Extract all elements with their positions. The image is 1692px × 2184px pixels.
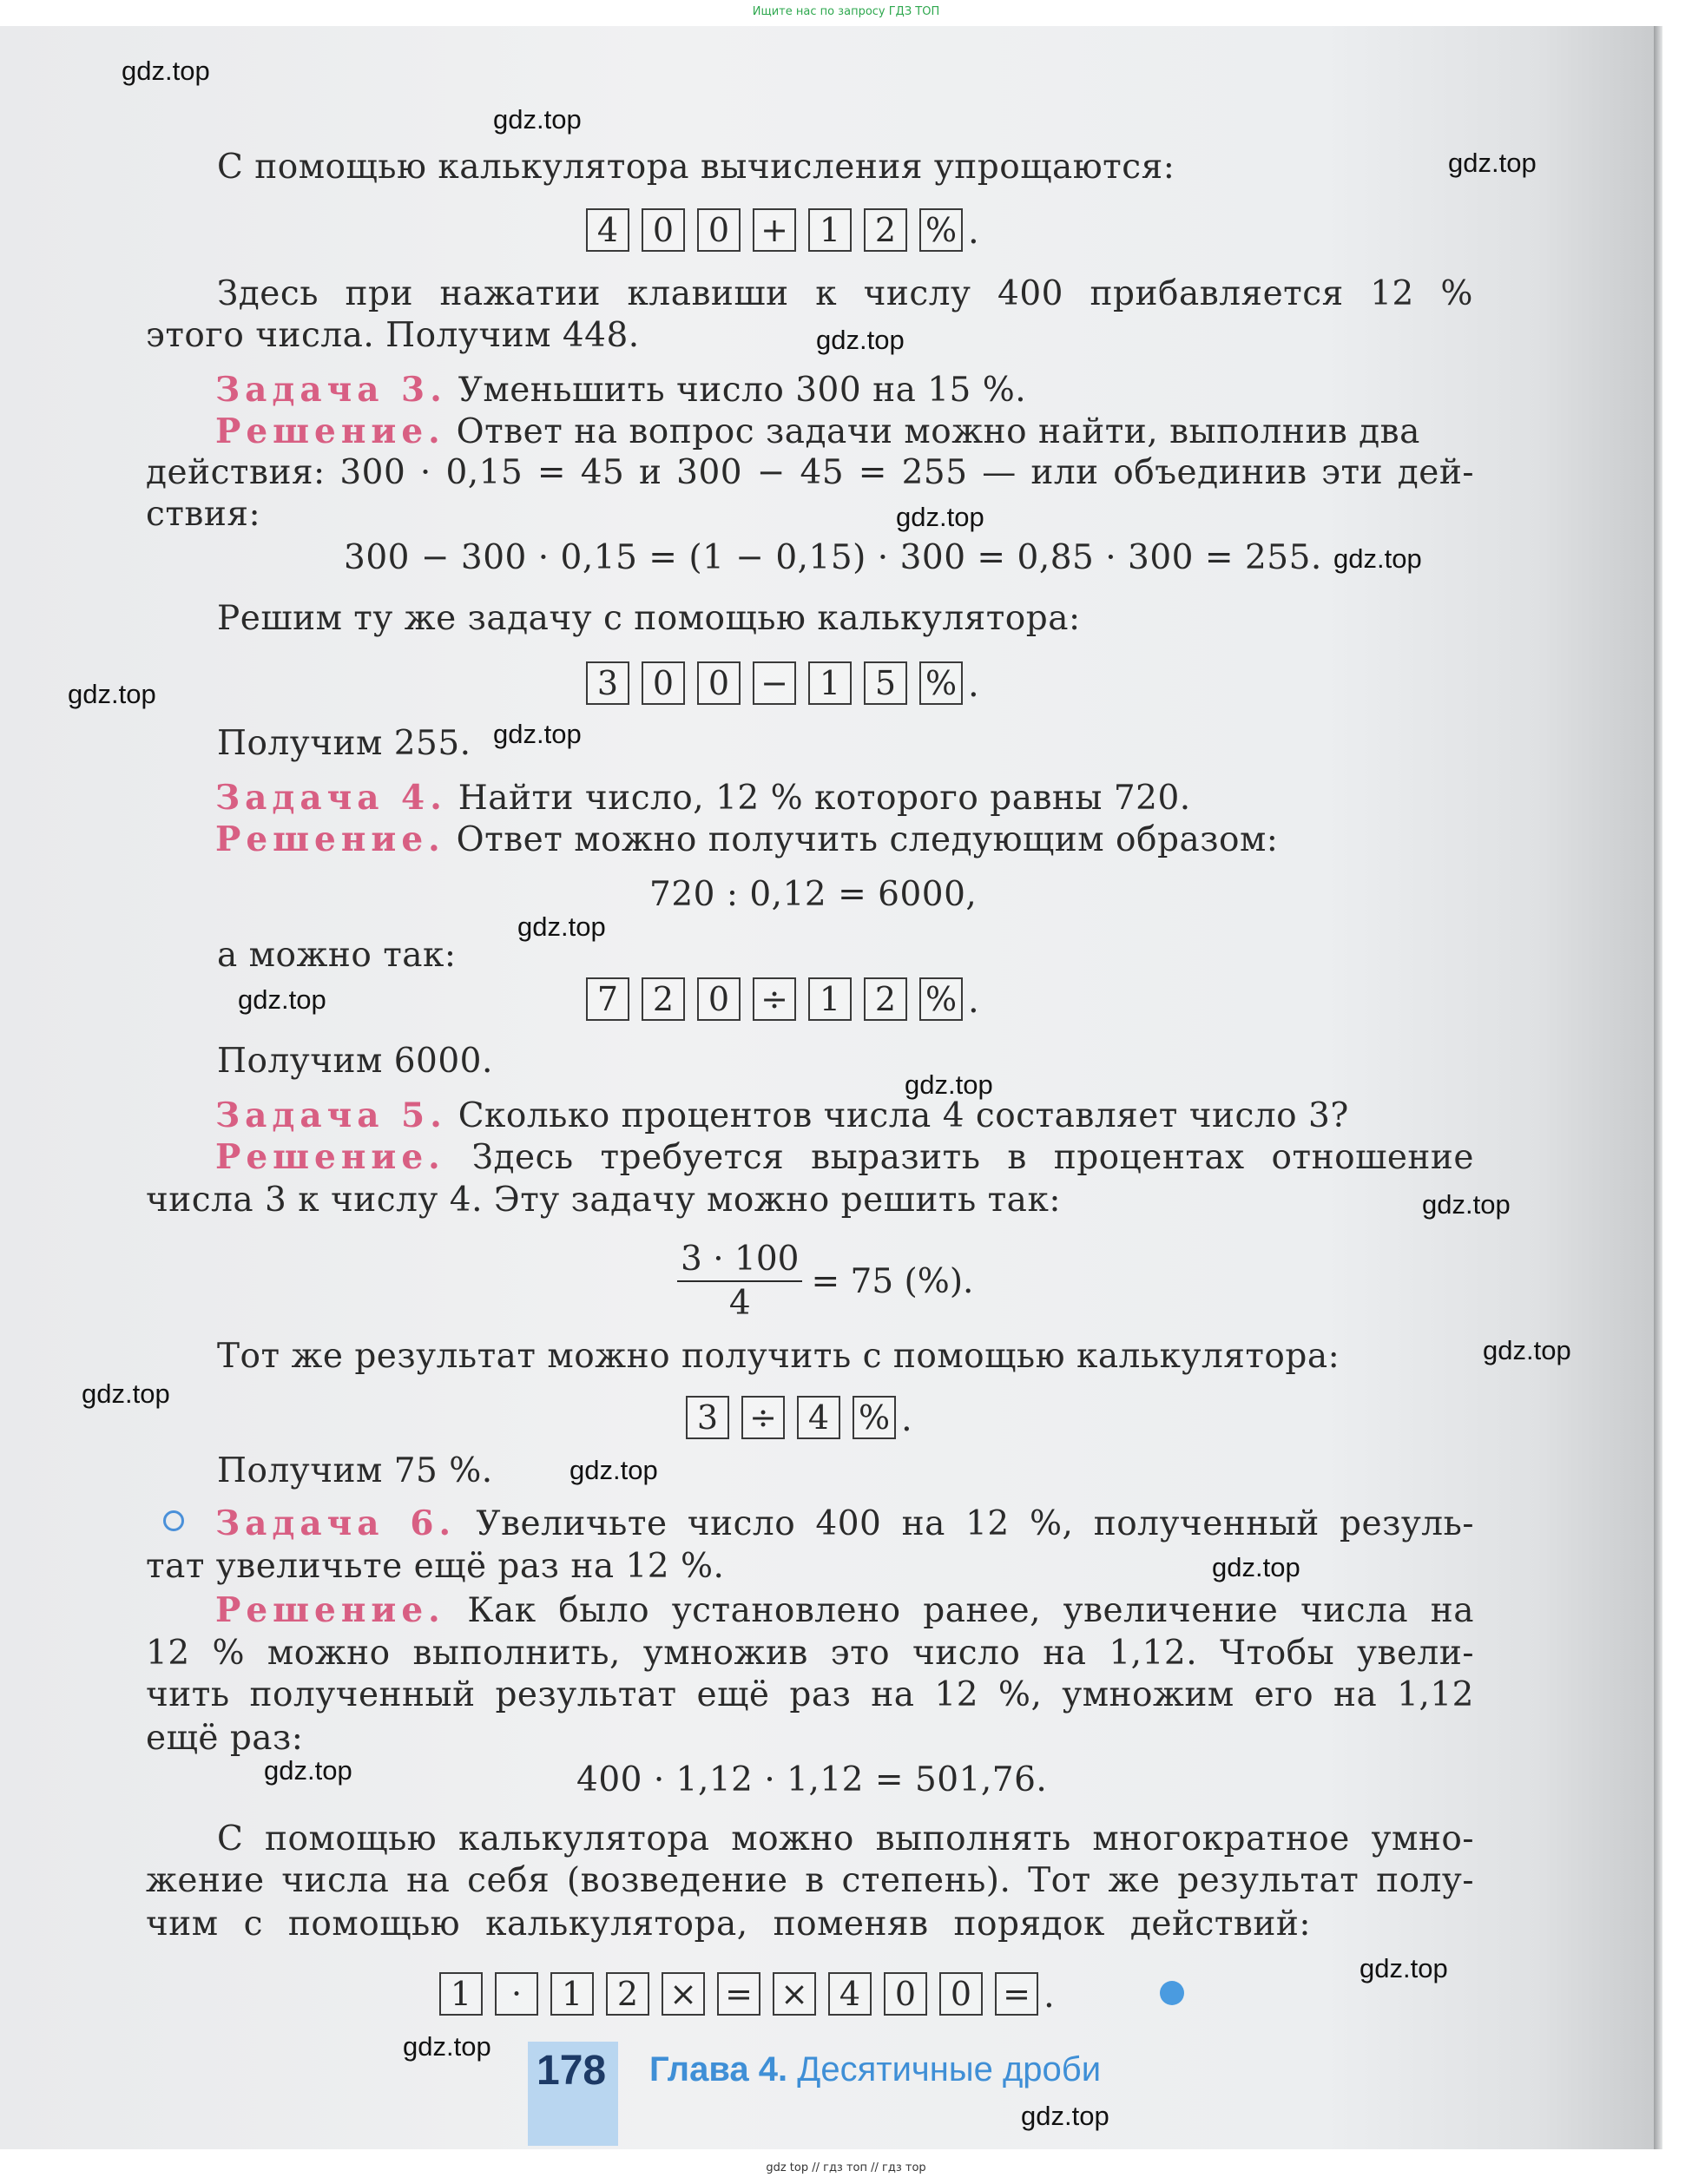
text-line: ствия:	[146, 495, 261, 534]
watermark: gdz.top	[82, 1378, 170, 1409]
calculator-key: ×	[773, 1972, 816, 2016]
page-number: 178	[537, 2048, 607, 2094]
end-marker-icon	[1160, 1981, 1184, 2005]
task-label: Задача 6.	[215, 1503, 457, 1543]
calculator-key: 0	[642, 208, 685, 252]
calculator-key: 0	[697, 208, 741, 252]
text-line: чим с помощью калькулятора, поменяв порядок действий:	[146, 1904, 1311, 1944]
fraction-formula	[677, 1240, 973, 1323]
watermark: gdz.top	[569, 1455, 658, 1485]
calculator-keys-row2	[586, 661, 979, 705]
task-5-heading	[215, 1095, 1349, 1135]
calculator-key: 5	[864, 661, 907, 705]
calculator-key: 2	[606, 1972, 649, 2016]
text-line: тат увеличьте ещё раз на 12 %.	[146, 1547, 725, 1586]
text-line: числа 3 к числу 4. Эту задачу можно решить так:	[146, 1181, 1061, 1220]
text-line: С помощью калькулятора можно выполнять многократное умно-	[217, 1819, 1474, 1858]
calculator-key: ·	[495, 1972, 538, 2016]
text-line: Тот же результат можно получить с помощью калькулятора:	[217, 1337, 1340, 1376]
text-line: этого числа. Получим 448.	[146, 316, 640, 355]
text-line: Здесь при нажатии клавиши к числу 400 прибавляется 12 %	[217, 274, 1473, 313]
calculator-key: =	[995, 1972, 1038, 2016]
formula: 720 : 0,12 = 6000,	[649, 875, 978, 914]
text-line: Решим ту же задачу с помощью калькулятора:	[217, 599, 1081, 638]
text-line: Получим 255.	[217, 724, 471, 763]
fraction-denominator: 4	[728, 1284, 751, 1323]
calculator-key: ÷	[741, 1396, 785, 1439]
calculator-key: 2	[864, 208, 907, 252]
calculator-key: 0	[884, 1972, 927, 2016]
calculator-key: 4	[586, 208, 629, 252]
chapter-title	[649, 2050, 1101, 2089]
calculator-key: 7	[586, 977, 629, 1021]
solution-line	[215, 819, 1278, 859]
calculator-key: 1	[550, 1972, 594, 2016]
watermark: gdz.top	[1333, 543, 1422, 574]
task-6-heading	[215, 1503, 1474, 1543]
text-line: жение числа на себя (возведение в степень). Тот же результат полу-	[146, 1861, 1474, 1900]
watermark: gdz.top	[905, 1069, 993, 1100]
calculator-key: 0	[697, 661, 741, 705]
task-text: Увеличьте число 400 на 12 %, полученный резуль-	[476, 1504, 1474, 1543]
calculator-key: 0	[697, 977, 741, 1021]
text-line: С помощью калькулятора вычисления упрощаются:	[217, 148, 1175, 187]
calculator-keys-row5	[439, 1972, 1055, 2016]
calculator-key: 3	[686, 1396, 729, 1439]
task-text: Сколько процентов числа 4 составляет число 3?	[458, 1096, 1349, 1135]
text-line: Получим 6000.	[217, 1042, 493, 1081]
calculator-key: =	[717, 1972, 760, 2016]
task-label: Задача 3.	[215, 370, 447, 410]
calculator-key: ÷	[753, 977, 796, 1021]
period: .	[968, 212, 979, 252]
calculator-key: 1	[808, 661, 852, 705]
solution-text: Как было установлено ранее, увеличение числа на	[467, 1591, 1474, 1630]
period: .	[968, 981, 979, 1021]
task-label: Задача 4.	[215, 778, 447, 818]
formula: 300 − 300 · 0,15 = (1 − 0,15) · 300 = 0,85 · 300 = 255.	[344, 538, 1322, 577]
calculator-key: −	[753, 661, 796, 705]
watermark: gdz.top	[1483, 1335, 1571, 1365]
task-text: Уменьшить число 300 на 15 %.	[458, 371, 1027, 410]
period: .	[901, 1399, 912, 1439]
watermark: gdz.top	[1448, 148, 1537, 178]
calculator-keys-row3	[586, 977, 979, 1021]
watermark: gdz.top	[122, 56, 210, 86]
period: .	[968, 665, 979, 705]
calculator-key: 3	[586, 661, 629, 705]
footer-link[interactable]: gdz top // гдз топ // гдз тор	[766, 2161, 926, 2174]
solution-label: Решение.	[215, 819, 445, 859]
watermark: gdz.top	[238, 984, 326, 1015]
formula: 400 · 1,12 · 1,12 = 501,76.	[576, 1760, 1048, 1799]
calculator-key: 4	[797, 1396, 840, 1439]
header-link[interactable]: Ищите нас по запросу ГДЗ ТОП	[752, 5, 940, 18]
watermark: gdz.top	[493, 719, 582, 749]
solution-label: Решение.	[215, 1137, 445, 1177]
task-4-heading	[215, 778, 1191, 818]
calculator-key: 1	[808, 977, 852, 1021]
fraction-result: = 75 (%).	[811, 1261, 974, 1301]
calculator-key: 2	[642, 977, 685, 1021]
text-line: Получим 75 %.	[217, 1451, 493, 1490]
watermark: gdz.top	[1360, 1953, 1448, 1983]
solution-text: Ответ на вопрос задачи можно найти, выполнив два	[456, 412, 1420, 451]
calculator-key: 1	[808, 208, 852, 252]
calculator-key: %	[919, 661, 963, 705]
solution-label: Решение.	[215, 1590, 445, 1630]
solution-text: Ответ можно получить следующим образом:	[456, 820, 1279, 859]
task-3-heading	[215, 370, 1026, 410]
watermark: gdz.top	[1422, 1189, 1511, 1220]
chapter-name: Десятичные дроби	[797, 2050, 1102, 2089]
calculator-key: 1	[439, 1972, 483, 2016]
watermark: gdz.top	[493, 104, 582, 135]
solution-line	[215, 1137, 1474, 1177]
calculator-key: %	[919, 208, 963, 252]
solution-line	[215, 1590, 1474, 1630]
task-label: Задача 5.	[215, 1095, 447, 1135]
watermark: gdz.top	[816, 325, 905, 355]
watermark: gdz.top	[264, 1755, 352, 1786]
task-text: Найти число, 12 % которого равны 720.	[458, 779, 1191, 818]
calculator-keys-row4	[686, 1396, 912, 1439]
text-line: ещё раз:	[146, 1719, 304, 1758]
calculator-key: 4	[828, 1972, 872, 2016]
open-circle-icon	[163, 1510, 184, 1531]
watermark: gdz.top	[896, 502, 984, 532]
solution-line	[215, 411, 1420, 451]
calculator-key: ×	[662, 1972, 705, 2016]
watermark: gdz.top	[1212, 1552, 1300, 1582]
calculator-keys-row1	[586, 208, 979, 252]
solution-text: Здесь требуется выразить в процентах отношение	[471, 1138, 1474, 1177]
calculator-key: %	[919, 977, 963, 1021]
calculator-key: +	[753, 208, 796, 252]
text-line: 12 % можно выполнить, умножив это число на 1,12. Чтобы увели-	[146, 1634, 1474, 1673]
text-line: действия: 300 · 0,15 = 45 и 300 − 45 = 255 — или объединив эти дей-	[146, 453, 1474, 492]
chapter-label: Глава 4.	[649, 2050, 788, 2089]
text-line: а можно так:	[217, 936, 457, 975]
period: .	[1044, 1976, 1055, 2016]
fraction-numerator: 3 · 100	[677, 1240, 802, 1282]
solution-label: Решение.	[215, 411, 445, 451]
calculator-key: 0	[642, 661, 685, 705]
watermark: gdz.top	[68, 679, 156, 709]
text-line: чить полученный результат ещё раз на 12 %, умножим его на 1,12	[146, 1675, 1474, 1714]
watermark: gdz.top	[403, 2031, 491, 2062]
calculator-key: %	[853, 1396, 896, 1439]
calculator-key: 2	[864, 977, 907, 1021]
page-edge	[1654, 26, 1662, 2149]
calculator-key: 0	[939, 1972, 983, 2016]
watermark: gdz.top	[517, 911, 606, 942]
watermark: gdz.top	[1021, 2101, 1109, 2131]
